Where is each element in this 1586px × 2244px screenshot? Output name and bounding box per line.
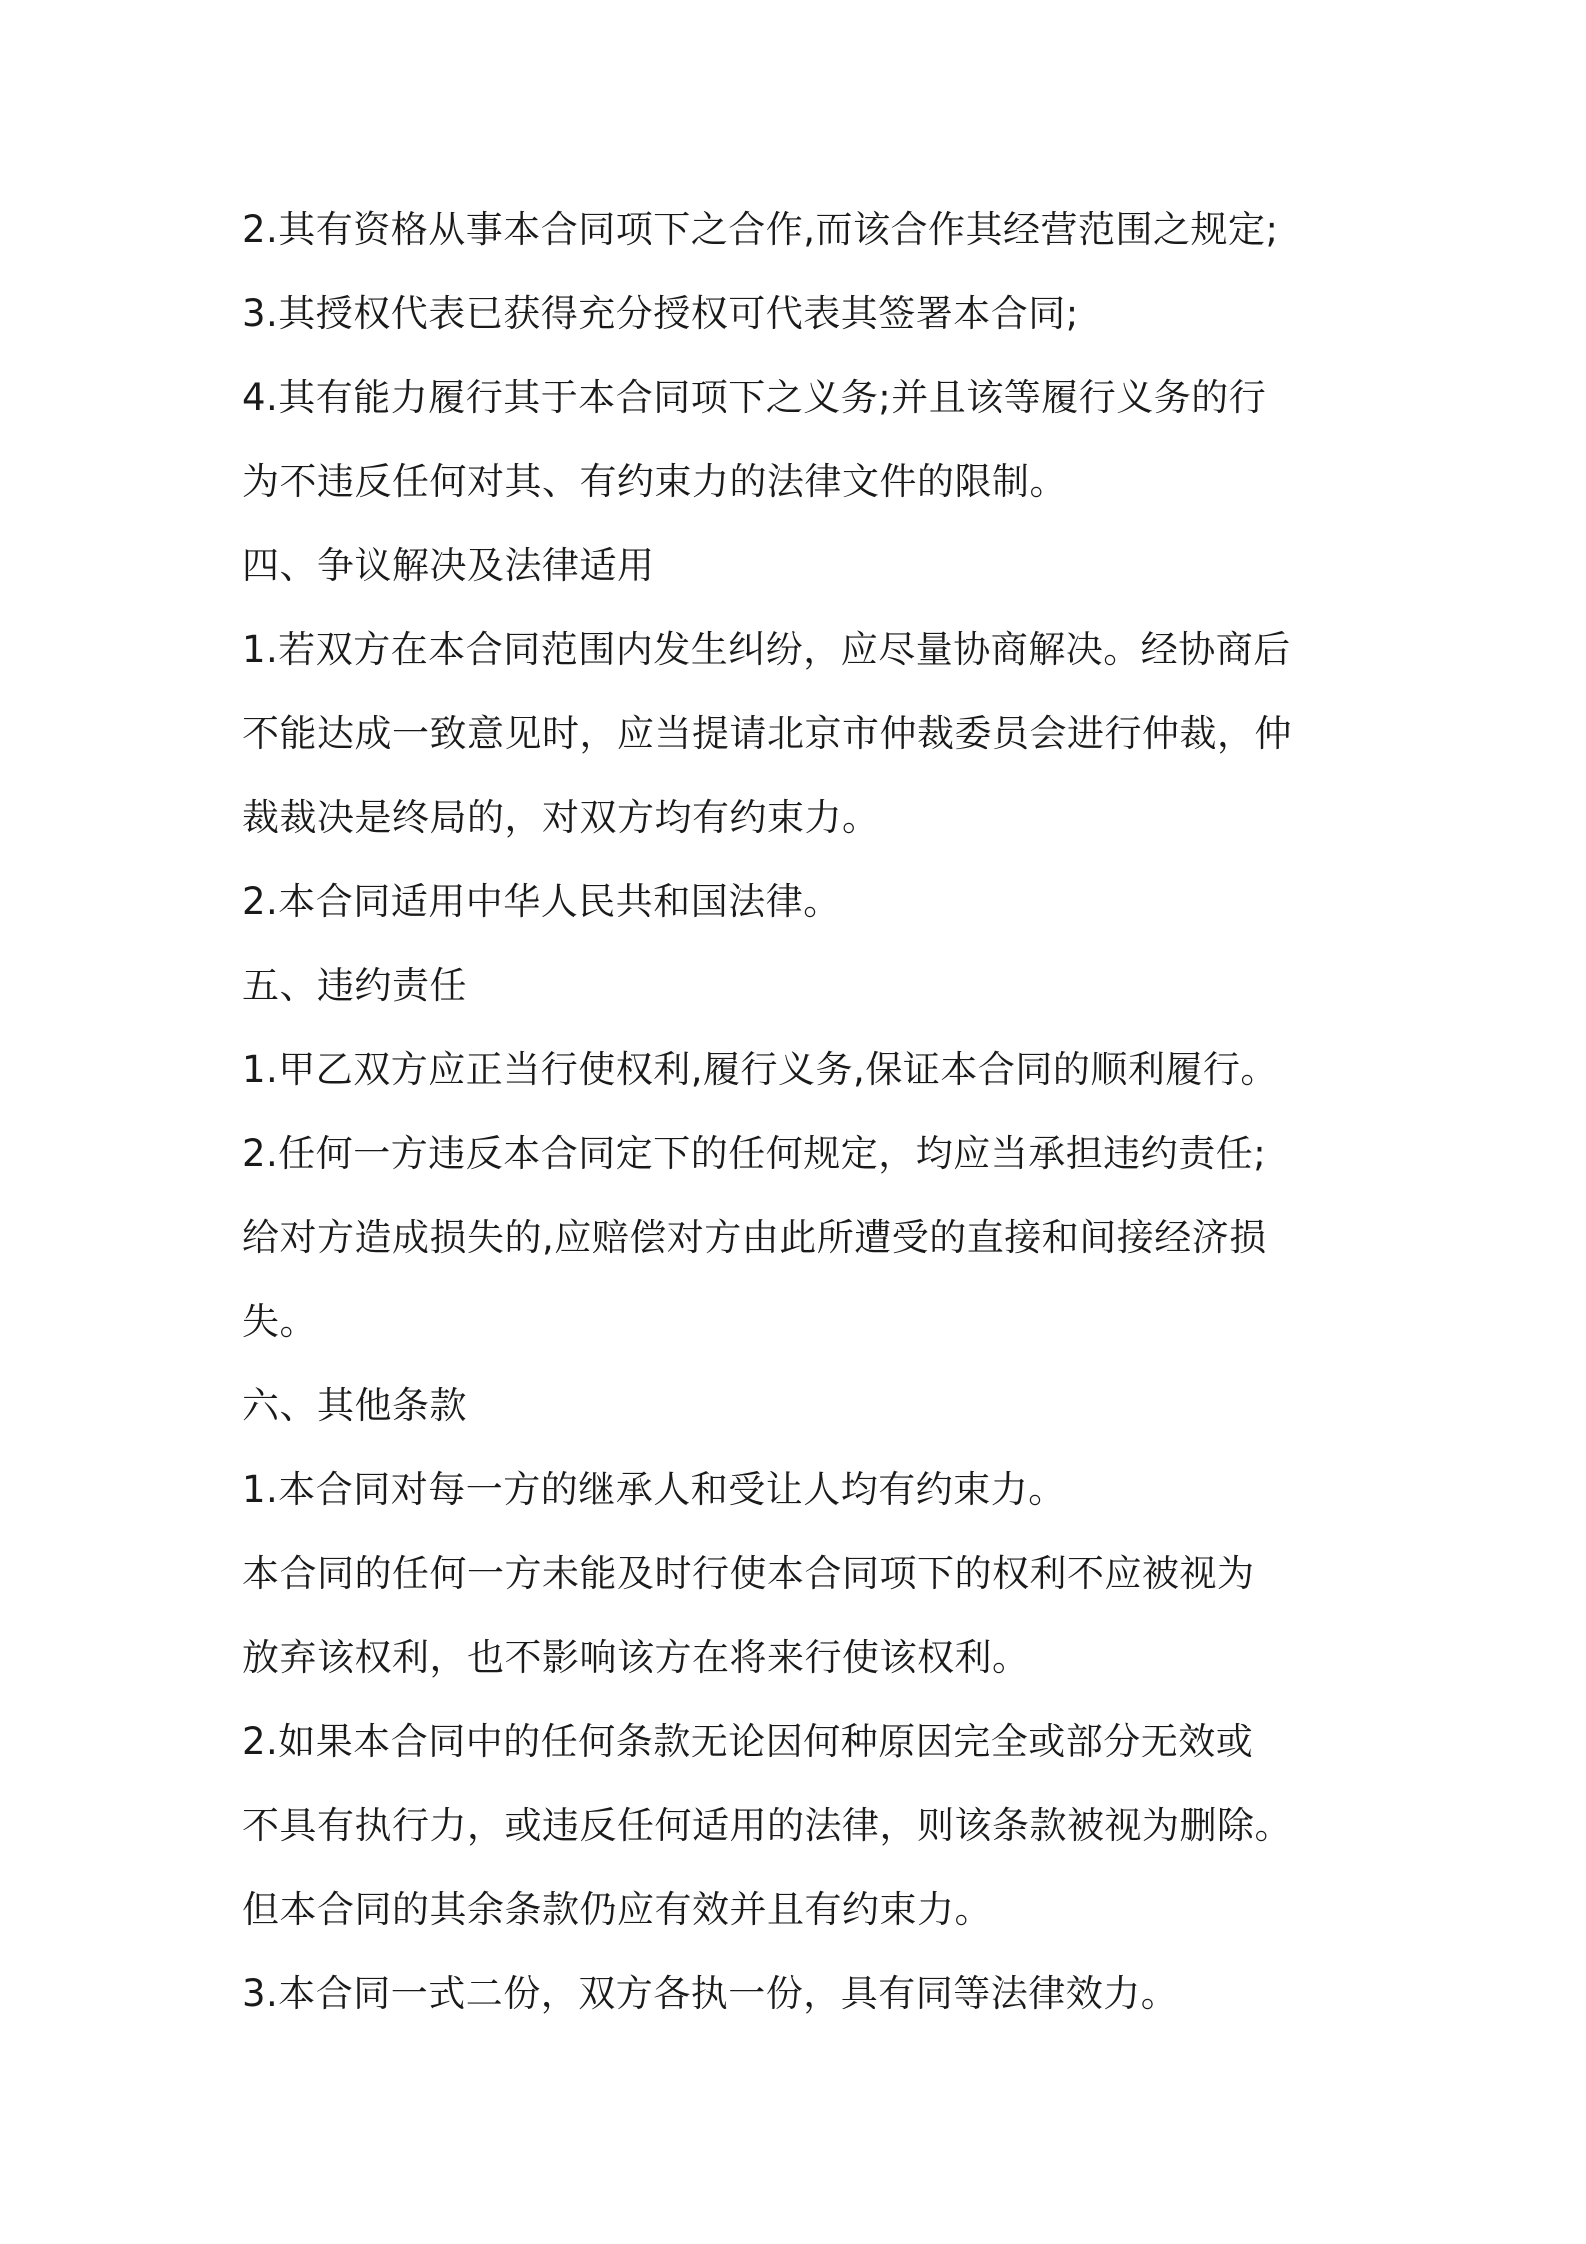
clause-line: 4.其有能力履行其于本合同项下之义务;并且该等履行义务的行 bbox=[242, 376, 1267, 419]
section-heading: 六、其他条款 bbox=[242, 1384, 467, 1427]
section-heading: 四、争议解决及法律适用 bbox=[242, 544, 655, 587]
clause-line: 但本合同的其余条款仍应有效并且有约束力。 bbox=[242, 1888, 992, 1931]
clause-line: 失。 bbox=[242, 1300, 317, 1343]
clause-line: 裁裁决是终局的，对双方均有约束力。 bbox=[242, 796, 880, 839]
clause-line: 本合同的任何一方未能及时行使本合同项下的权利不应被视为 bbox=[242, 1552, 1255, 1595]
clause-line: 1.若双方在本合同范围内发生纠纷，应尽量协商解决。经协商后 bbox=[242, 628, 1291, 671]
section-heading: 五、违约责任 bbox=[242, 964, 467, 1007]
clause-line: 为不违反任何对其、有约束力的法律文件的限制。 bbox=[242, 460, 1067, 503]
clause-line: 3.其授权代表已获得充分授权可代表其签署本合同; bbox=[242, 292, 1079, 335]
clause-line: 2.其有资格从事本合同项下之合作,而该合作其经营范围之规定; bbox=[242, 208, 1279, 251]
clause-line: 不能达成一致意见时，应当提请北京市仲裁委员会进行仲裁，仲 bbox=[242, 712, 1292, 755]
clause-line: 2.本合同适用中华人民共和国法律。 bbox=[242, 880, 841, 923]
clause-line: 3.本合同一式二份，双方各执一份，具有同等法律效力。 bbox=[242, 1972, 1179, 2015]
contract-text bbox=[242, 188, 1360, 2036]
clause-line: 2.任何一方违反本合同定下的任何规定，均应当承担违约责任; bbox=[242, 1132, 1267, 1175]
clause-line: 不具有执行力，或违反任何适用的法律，则该条款被视为删除。 bbox=[242, 1804, 1292, 1847]
clause-line: 放弃该权利，也不影响该方在将来行使该权利。 bbox=[242, 1636, 1030, 1679]
clause-line: 1.甲乙双方应正当行使权利,履行义务,保证本合同的顺利履行。 bbox=[242, 1048, 1278, 1091]
clause-line: 2.如果本合同中的任何条款无论因何种原因完全或部分无效或 bbox=[242, 1720, 1254, 1763]
clause-line: 1.本合同对每一方的继承人和受让人均有约束力。 bbox=[242, 1468, 1066, 1511]
clause-line: 给对方造成损失的,应赔偿对方由此所遭受的直接和间接经济损 bbox=[242, 1216, 1267, 1259]
